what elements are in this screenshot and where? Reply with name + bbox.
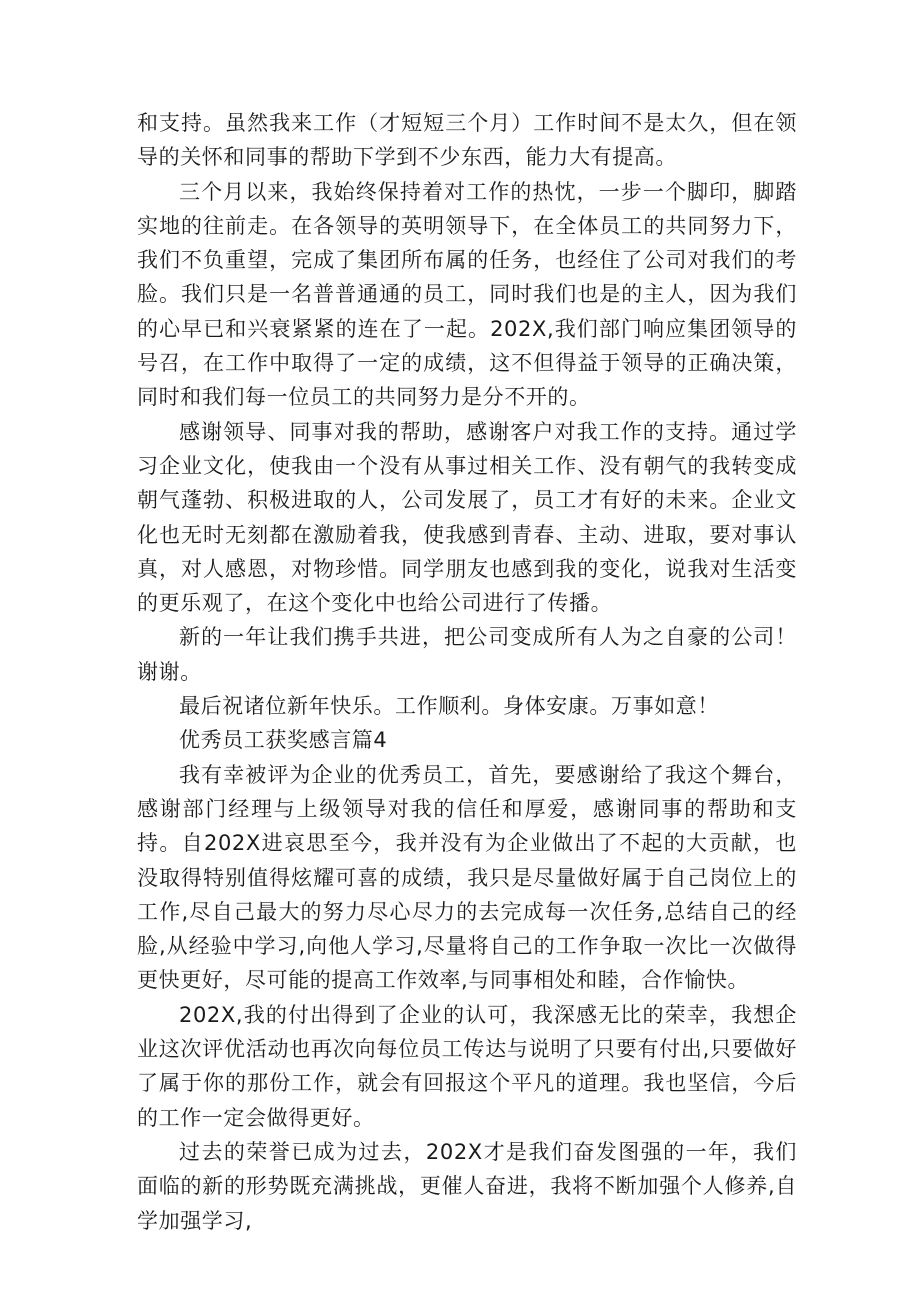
paragraph: 感谢领导、同事对我的帮助，感谢客户对我工作的支持。通过学习企业文化，使我由一个没有从事过相关工作、没有朝气的我转变成朝气蓬勃、积极进取的人，公司发展了，员工才有好的未来。企业文化也无时无刻都在激励着我，使我感到青春、主动、进取，要对事认真，对人感恩，对物珍惜。同学朋友也感到我的变化，说我对生活变的更乐观了，在这个变化中也给公司进行了传播。 <box>137 419 797 616</box>
paragraph: 我有幸被评为企业的优秀员工，首先，要感谢给了我这个舞台，感谢部门经理与上级领导对我的信任和厚爱，感谢同事的帮助和支持。自202X进哀思至今，我并没有为企业做出了不起的大贡献，也没取得特别值得炫耀可喜的成绩，我只是尽量做好属于自己岗位上的工作,尽自己最大的努力尽心尽力的去完成每一次任务,总结自己的经脸,从经验中学习,向他人学习,尽量将自己的工作争取一次比一次做得更快更好，尽可能的提高工作效率,与同事相处和睦，合作愉快。 <box>137 762 797 993</box>
document-body <box>137 106 797 1238</box>
section-heading: 优秀员工获奖感言篇4 <box>179 728 388 753</box>
paragraph: 202X,我的付出得到了企业的认可，我深感无比的荣幸，我想企业这次评优活动也再次向每位员工传达与说明了只要有付出,只要做好了属于你的那份工作，就会有回报这个平凡的道理。我也坚信，今后的工作一定会做得更好。 <box>137 1002 797 1130</box>
paragraph: 最后祝诸位新年快乐。工作顺利。身体安康。万事如意！ <box>179 694 719 719</box>
paragraph: 三个月以来，我始终保持着对工作的热忱，一步一个脚印，脚踏实地的往前走。在各领导的英明领导下，在全体员工的共同努力下，我们不负重望，完成了集团所布属的任务，也经住了公司对我们的考脸。我们只是一名普普通通的员工，同时我们也是的主人，因为我们的心早已和兴衰紧紧的连在了一起。202X,我们部门响应集团领导的号召，在工作中取得了一定的成绩，这不但得益于领导的正确决策，同时和我们每一位员工的共同努力是分不开的。 <box>137 179 797 410</box>
paragraph: 过去的荣誉已成为过去，202X才是我们奋发图强的一年，我们面临的新的形势既充满挑战，更催人奋进，我将不断加强个人修养,自学加强学习, <box>137 1139 797 1233</box>
paragraph: 新的一年让我们携手共进，把公司变成所有人为之自豪的公司！谢谢。 <box>137 625 797 684</box>
paragraph: 和支持。虽然我来工作（才短短三个月）工作时间不是太久，但在领导的关怀和同事的帮助下学到不少东西，能力大有提高。 <box>137 111 797 170</box>
